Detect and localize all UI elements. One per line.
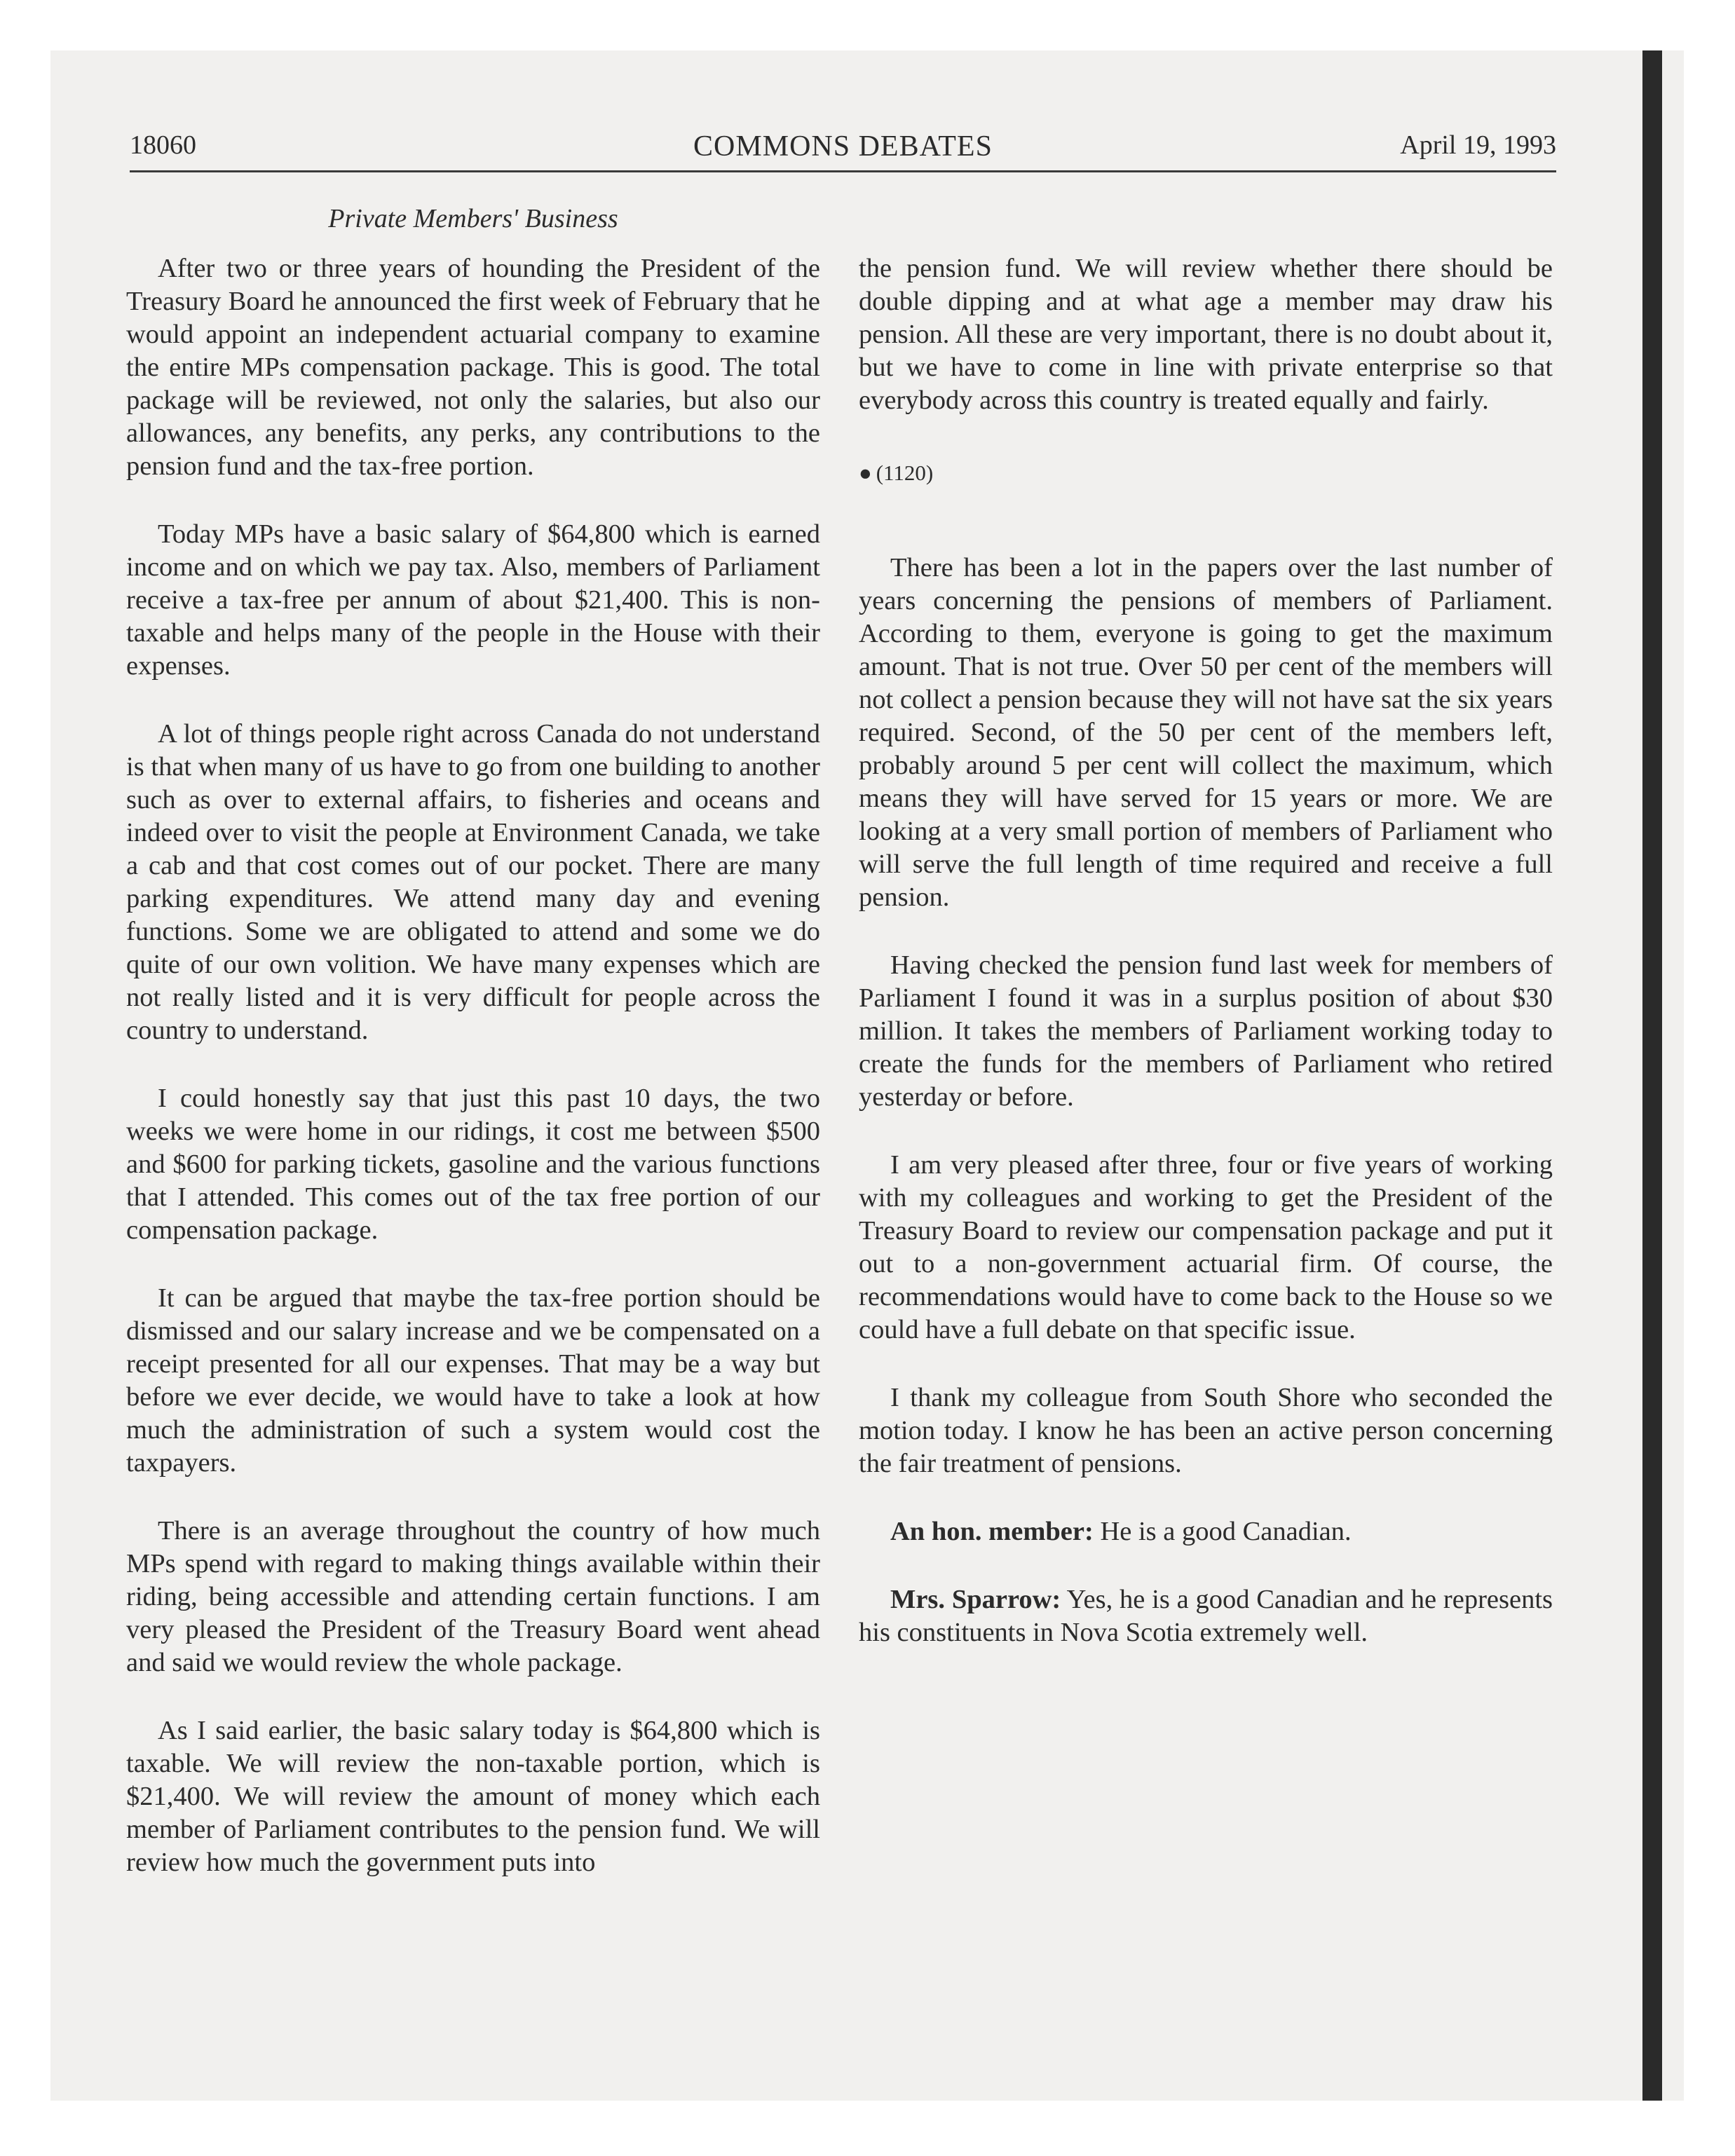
interjection bbox=[859, 1515, 1553, 1548]
speaker-name: Mrs. Sparrow: bbox=[890, 1585, 1061, 1614]
header-rule bbox=[130, 170, 1556, 172]
sitting-date: April 19, 1993 bbox=[1400, 130, 1556, 160]
section-title: Private Members' Business bbox=[328, 204, 618, 233]
paragraph: I could honestly say that just this past 10 days, the two weeks we were home in our ridings, it cost me between $500 and $600 for parking tickets, gasoline and the various functions that I attended. This comes out of the tax free portion of our compensation package. bbox=[126, 1084, 820, 1245]
page-number: 18060 bbox=[130, 130, 196, 160]
scan-edge-shadow bbox=[1642, 50, 1662, 2101]
running-header bbox=[130, 130, 1556, 172]
bullet-icon: ● bbox=[859, 460, 872, 485]
paragraph: As I said earlier, the basic salary today is $64,800 which is taxable. We will review the non-taxable portion, which is $21,400. We will review the amount of money which each member of Parliament contributes to the pension fund. We will review how much the government puts into bbox=[126, 1716, 820, 1877]
paragraph: There is an average throughout the country of how much MPs spend with regard to making things available within their riding, being accessible and attending certain functions. I am very pleased the President of the Treasury Board went ahead and said we would review the whole package. bbox=[126, 1516, 820, 1677]
paragraph: I thank my colleague from South Shore who seconded the motion today. I know he has been an active person concerning the fair treatment of pensions. bbox=[859, 1383, 1553, 1478]
paragraph: I am very pleased after three, four or five years of working with my colleagues and working to get the President of the Treasury Board to review our compensation package and put it out to a non-government actuarial firm. Of course, the recommendations would have to come back to the House so we could have a full debate on that specific issue. bbox=[859, 1150, 1553, 1344]
paragraph: After two or three years of hounding the President of the Treasury Board he announced the first week of February that he would appoint an independent actuarial company to examine the entire MPs compensation package. This is good. The total package will be reviewed, not only the salaries, but also our allowances, any benefits, any perks, any contributions to the pension fund and the tax-free portion. bbox=[126, 254, 820, 481]
speech bbox=[859, 1583, 1553, 1649]
paragraph: Today MPs have a basic salary of $64,800 which is earned income and on which we pay tax. Also, members of Parliament receive a tax-free per annum of about $21,400. This is non-taxable and helps many of the people in the House with their expenses. bbox=[126, 519, 820, 681]
speech-text: He is a good Canadian. bbox=[1100, 1517, 1352, 1546]
paragraph: There has been a lot in the papers over the last number of years concerning the pensions of members of Parliament. According to them, everyone is going to get the maximum amount. That is not true. Over 50 per cent of the members will not collect a pension because they will not have sat the six years required. Second, of the 50 per cent of the members left, probably around 5 per cent will collect the maximum, which means they will have served for 15 years or more. We are looking at a very small portion of members of Parliament who will serve the full length of time required and receive a full pension. bbox=[859, 553, 1553, 912]
paragraph: Having checked the pension fund last week for members of Parliament I found it was in a surplus position of about $30 million. It takes the members of Parliament working today to create the funds for the members of Parliament who retired yesterday or before. bbox=[859, 950, 1553, 1112]
journal-title: COMMONS DEBATES bbox=[693, 130, 993, 163]
time-marker bbox=[859, 459, 1553, 487]
time-marker-label: (1120) bbox=[876, 460, 934, 485]
speech-text: Yes, he is a good Canadian and he represents his constituents in Nova Scotia extremely well. bbox=[859, 1585, 1553, 1647]
paragraph: A lot of things people right across Canada do not understand is that when many of us have to go from one building to another such as over to external affairs, to fisheries and oceans and indeed over to visit the people at Environment Canada, we take a cab and that cost comes out of our pocket. There are many parking expenditures. We attend many day and evening functions. Some we are obligated to attend and some we do quite of our own volition. We have many expenses which are not really listed and it is very difficult for people across the country to understand. bbox=[126, 719, 820, 1045]
left-column bbox=[126, 252, 820, 1914]
speaker-name: An hon. member: bbox=[890, 1517, 1094, 1546]
right-column bbox=[859, 252, 1553, 1684]
paragraph: It can be argued that maybe the tax-free portion should be dismissed and our salary increase and we be compensated on a receipt presented for all our expenses. That may be a way but before we ever decide, we would have to take a look at how much the administration of such a system would cost the taxpayers. bbox=[126, 1283, 820, 1478]
continued-paragraph: the pension fund. We will review whether there should be double dipping and at what age a member may draw his pension. All these are very important, there is no doubt about it, but we have to come in line with private enterprise so that everybody across this country is treated equally and fairly. bbox=[859, 254, 1553, 415]
